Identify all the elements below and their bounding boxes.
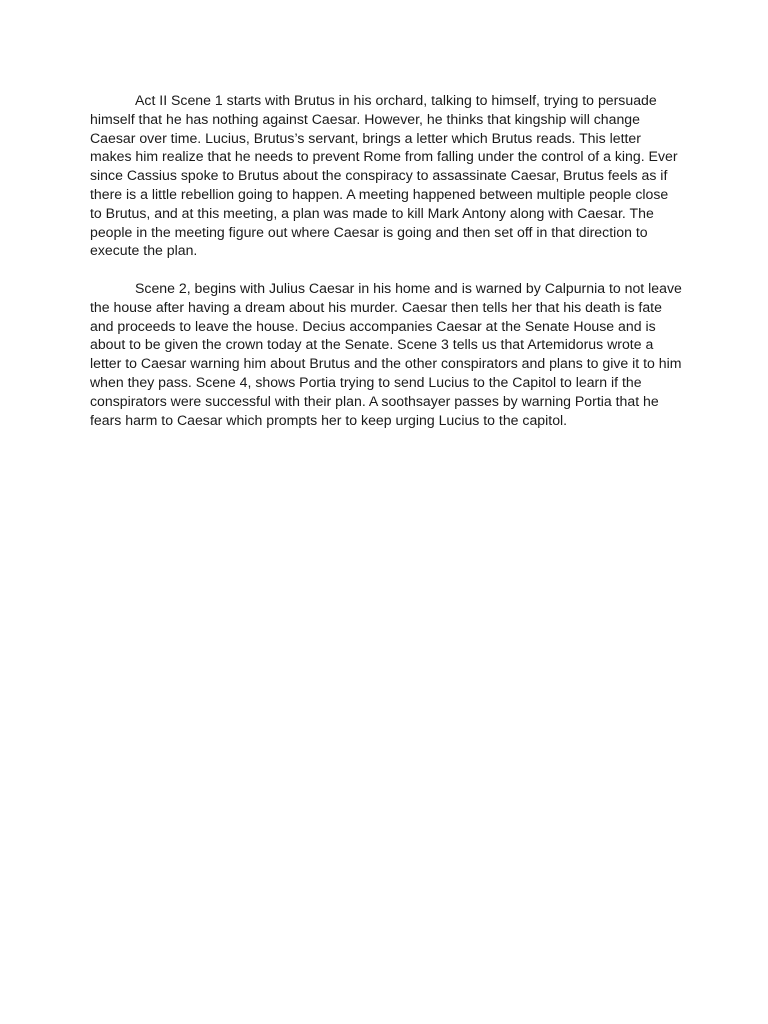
paragraph-scenes-2-to-4: Scene 2, begins with Julius Caesar in his home and is warned by Calpurnia to not leave the house after having a dream about his murder. Caesar then tells her that his death is fate and proceeds to leave the house. Decius accompanies Caesar at the Senate House and is about to be given the crown today at the Senate. Scene 3 tells us that Artemidorus wrote a letter to Caesar warning him about Brutus and the other conspirators and plans to give it to him when they pass. Scene 4, shows Portia trying to send Lucius to the Capitol to learn if the conspirators were successful with their plan. A soothsayer passes by warning Portia that he fears harm to Caesar which prompts her to keep urging Lucius to the capitol. — [90, 279, 682, 428]
paragraph-act-2-scene-1: Act II Scene 1 starts with Brutus in his orchard, talking to himself, trying to persuade himself that he has nothing against Caesar. However, he thinks that kingship will change Caesar over time. Lucius, Brutus’s servant, brings a letter which Brutus reads. This letter makes him realize that he needs to prevent Rome from falling under the control of a king. Ever since Cassius spoke to Brutus about the conspiracy to assassinate Caesar, Brutus feels as if there is a little rebellion going to happen. A meeting happened between multiple people close to Brutus, and at this meeting, a plan was made to kill Mark Antony along with Caesar. The people in the meeting figure out where Caesar is going and then set off in that direction to execute the plan. — [90, 92, 678, 259]
document-body — [90, 91, 682, 429]
